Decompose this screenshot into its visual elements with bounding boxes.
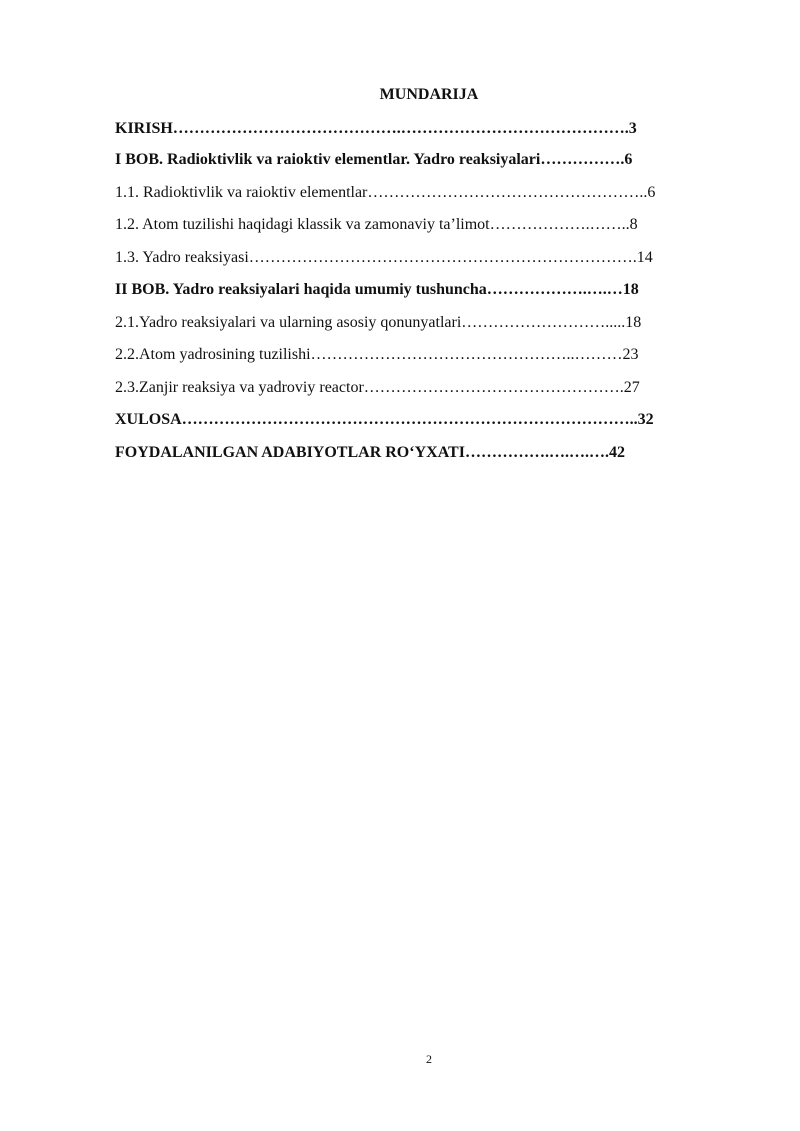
toc-entry-xulosa[interactable]	[115, 407, 729, 440]
toc-entry-text: II BOB. Yadro reaksiyalari haqida umumiy tushuncha……………….….…18	[115, 281, 639, 298]
toc-entry-text: XULOSA…………………………………………………………………………..32	[115, 411, 654, 428]
toc-entry-text: KIRISH…………………………………….…………………………………….3	[115, 120, 637, 137]
toc-entry-text: I BOB. Radioktivlik va raioktiv elementlar. Yadro reaksiyalari…………….6	[115, 151, 633, 168]
toc-entry-text: 1.3. Yadro reaksiyasi……………………………………………………………….14	[115, 248, 653, 266]
toc-entry-text: 1.2. Atom tuzilishi haqidagi klassik va zamonaviy ta’limot……………….……..8	[115, 216, 638, 233]
toc-entry-section-2-2[interactable]	[115, 342, 729, 375]
page-title: MUNDARIJA	[379, 86, 479, 103]
toc-entry-chapter-2[interactable]	[115, 277, 729, 310]
toc-entry-text: 2.1.Yadro reaksiyalari va ularning asosiy qonunyatlari……………………….....18	[115, 313, 642, 331]
toc-entry-section-1-3[interactable]	[115, 245, 729, 278]
toc-entry-chapter-1[interactable]	[115, 147, 729, 180]
toc-entry-text: 2.2.Atom yadrosining tuzilishi…………………………………………..………23	[115, 346, 639, 363]
toc-entry-section-2-1[interactable]	[115, 310, 729, 343]
page-number: 2	[426, 1052, 432, 1066]
toc-entry-text: 2.3.Zanjir reaksiya va yadroviy reactor………………………………………….27	[115, 378, 640, 396]
toc-entry-text: FOYDALANILGAN ADABIYOTLAR RO‘YXATI…………….….….….42	[115, 443, 625, 461]
toc-entry-text: 1.1. Radioktivlik va raioktiv elementlar……………………………………………..6	[115, 183, 656, 201]
toc-entry-kirish[interactable]	[115, 116, 729, 147]
toc-entry-section-1-1[interactable]	[115, 180, 729, 213]
toc-entry-section-2-3[interactable]	[115, 375, 729, 408]
toc-entry-section-1-2[interactable]	[115, 212, 729, 245]
toc-entry-references[interactable]	[115, 440, 729, 473]
table-of-contents	[115, 116, 729, 472]
